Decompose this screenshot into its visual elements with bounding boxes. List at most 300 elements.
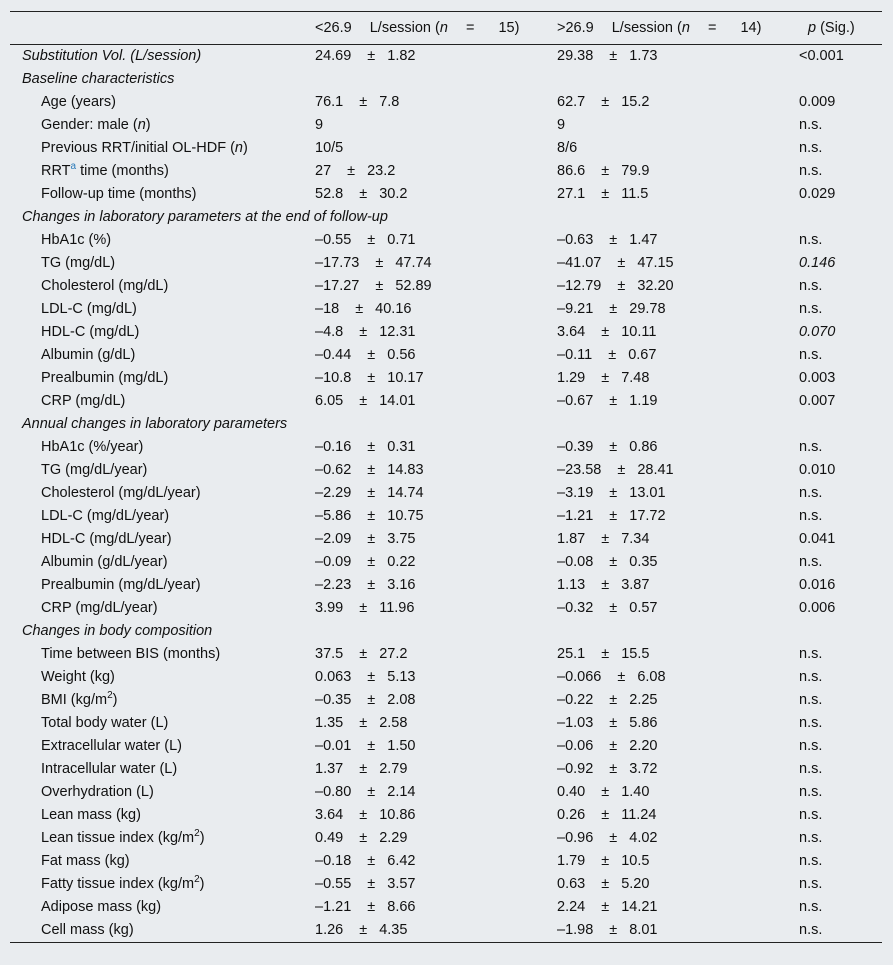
row-label [10, 551, 168, 574]
p-value: n.s. [799, 347, 823, 363]
sd-value: 1.19 [629, 393, 658, 409]
mean-value: –0.066 [557, 669, 602, 685]
mean-value: 52.8 [315, 186, 344, 202]
sd-value: 32.20 [637, 278, 674, 294]
mean-value: –9.21 [557, 301, 594, 317]
mean-value: –0.67 [557, 393, 594, 409]
row-label [10, 91, 116, 114]
plus-minus-sign: ± [359, 761, 368, 777]
row-label [10, 896, 161, 919]
p-value: n.s. [799, 278, 823, 294]
plus-minus-sign: ± [359, 807, 368, 823]
group-1-cell [315, 804, 416, 827]
group-1-cell [315, 735, 416, 758]
sd-value: 8.01 [629, 922, 658, 938]
table-row [10, 689, 882, 712]
row-label [10, 597, 158, 620]
table-row [10, 551, 882, 574]
row-label [10, 689, 117, 712]
p-value: 0.010 [799, 462, 836, 478]
sd-value: 2.14 [387, 784, 416, 800]
row-label [10, 436, 143, 459]
mean-value: –23.58 [557, 462, 602, 478]
row-label [10, 827, 205, 850]
sd-value: 15.2 [621, 94, 650, 110]
row-label [10, 229, 111, 252]
table-header [10, 12, 882, 45]
row-label [10, 758, 177, 781]
mean-value: –0.18 [315, 853, 352, 869]
plus-minus-sign: ± [375, 255, 384, 271]
sd-value: 0.67 [628, 347, 657, 363]
table-row [10, 114, 882, 137]
group-1-cell [315, 298, 411, 321]
row-label [10, 114, 151, 137]
row-label-text: Cell mass (kg) [41, 922, 134, 938]
mean-value: 25.1 [557, 646, 586, 662]
plus-minus-sign: ± [367, 347, 376, 363]
sd-value: 11.24 [621, 807, 657, 823]
group-2-cell [557, 367, 649, 390]
row-label-text: LDL-C (mg/dL/year) [41, 508, 170, 524]
row-label [10, 620, 212, 643]
plus-minus-sign: ± [367, 462, 376, 478]
mean-value: –1.03 [557, 715, 594, 731]
table-row [10, 344, 882, 367]
mean-value: –2.09 [315, 531, 352, 547]
row-label-text: Fat mass (kg) [41, 853, 130, 869]
table-row [10, 91, 882, 114]
superscript: 2 [107, 690, 113, 702]
mean-value: –0.92 [557, 761, 594, 777]
row-label [10, 367, 168, 390]
header-p [808, 12, 855, 44]
sd-value: 1.40 [621, 784, 650, 800]
plus-minus-sign: ± [359, 186, 368, 202]
count-value: 8/6 [557, 140, 578, 156]
group-2-cell [557, 390, 658, 413]
p-value: n.s. [799, 853, 823, 869]
group-1-cell [315, 229, 416, 252]
row-label-end: ) [199, 830, 205, 846]
group-2-cell [557, 712, 658, 735]
mean-value: 3.99 [315, 600, 344, 616]
group-1-cell [315, 321, 416, 344]
mean-value: –10.8 [315, 370, 352, 386]
group-1-cell [315, 367, 424, 390]
p-value: n.s. [799, 899, 823, 915]
mean-value: –4.8 [315, 324, 344, 340]
group-2-cell [557, 505, 666, 528]
mean-value: –0.09 [315, 554, 352, 570]
p-value: n.s. [799, 738, 823, 754]
row-label-text: Previous RRT/initial OL-HDF ( [41, 140, 235, 156]
sd-value: 15.5 [621, 646, 650, 662]
plus-minus-sign: ± [359, 393, 368, 409]
group-2-cell [557, 597, 658, 620]
group-1-eq: = [465, 20, 475, 36]
mean-value: 1.79 [557, 853, 586, 869]
sd-value: 14.74 [387, 485, 424, 501]
p-value: n.s. [799, 232, 823, 248]
plus-minus-sign: ± [375, 278, 384, 294]
group-1-cell [315, 551, 416, 574]
plus-minus-sign: ± [367, 738, 376, 754]
table-row [10, 298, 882, 321]
group-2-cell [557, 919, 658, 942]
plus-minus-sign: ± [367, 669, 376, 685]
group-2-cell [557, 574, 649, 597]
group-2-cell [557, 643, 649, 666]
sd-value: 1.50 [387, 738, 416, 754]
mean-value: 0.49 [315, 830, 344, 846]
sd-value: 14.21 [621, 899, 658, 915]
row-label [10, 298, 137, 321]
row-label-text: Adipose mass (kg) [41, 899, 162, 915]
plus-minus-sign: ± [609, 830, 618, 846]
plus-minus-sign: ± [601, 853, 610, 869]
plus-minus-sign: ± [367, 439, 376, 455]
plus-minus-sign: ± [355, 301, 364, 317]
row-label [10, 643, 220, 666]
group-1-unit: L/session ( [369, 20, 440, 36]
row-label [10, 45, 201, 68]
mean-value: 27.1 [557, 186, 586, 202]
mean-value: –0.55 [315, 876, 352, 892]
plus-minus-sign: ± [367, 876, 376, 892]
p-value: n.s. [799, 761, 823, 777]
group-1-cell [315, 505, 424, 528]
group-1-cell [315, 344, 416, 367]
table-row [10, 574, 882, 597]
plus-minus-sign: ± [601, 163, 610, 179]
plus-minus-sign: ± [359, 600, 368, 616]
p-value: n.s. [799, 140, 823, 156]
table-row [10, 459, 882, 482]
plus-minus-sign: ± [367, 531, 376, 547]
group-2-eq: = [707, 20, 717, 36]
mean-value: –0.63 [557, 232, 594, 248]
table-row [10, 505, 882, 528]
plus-minus-sign: ± [601, 899, 610, 915]
group-1-cell [315, 390, 416, 413]
plus-minus-sign: ± [609, 485, 618, 501]
mean-value: –18 [315, 301, 340, 317]
group-1-cell [315, 528, 416, 551]
plus-minus-sign: ± [601, 186, 610, 202]
group-1-cell [315, 114, 323, 137]
row-label-text: Gender: male ( [41, 117, 138, 133]
plus-minus-sign: ± [601, 807, 610, 823]
plus-minus-sign: ± [617, 669, 626, 685]
row-label-end: ) [243, 140, 248, 156]
sd-value: 5.13 [387, 669, 416, 685]
plus-minus-sign: ± [609, 922, 618, 938]
sd-value: 11.96 [379, 600, 415, 616]
section-heading-row [10, 620, 882, 643]
row-label [10, 781, 154, 804]
sd-value: 0.22 [387, 554, 416, 570]
mean-value: –0.16 [315, 439, 352, 455]
mean-value: –12.79 [557, 278, 602, 294]
plus-minus-sign: ± [609, 508, 618, 524]
row-label-end: time (months) [76, 163, 169, 179]
group-2-cell [557, 183, 648, 206]
row-label [10, 275, 168, 298]
row-label-text: Lean mass (kg) [41, 807, 141, 823]
sd-value: 5.20 [621, 876, 650, 892]
sd-value: 2.25 [629, 692, 658, 708]
table-row [10, 919, 882, 942]
sd-value: 11.5 [621, 186, 649, 202]
plus-minus-sign: ± [367, 899, 376, 915]
group-2-cell [557, 804, 656, 827]
group-1-cell [315, 781, 416, 804]
sd-value: 7.48 [621, 370, 650, 386]
sd-value: 52.89 [395, 278, 432, 294]
row-label-text: HDL-C (mg/dL) [41, 324, 140, 340]
mean-value: –2.23 [315, 577, 352, 593]
table-row [10, 137, 882, 160]
p-label: p [808, 20, 817, 36]
row-label [10, 413, 287, 436]
p-value: 0.041 [799, 531, 836, 547]
group-1-cell [315, 574, 416, 597]
group-1-cell [315, 45, 416, 68]
table-row [10, 436, 882, 459]
table-row [10, 390, 882, 413]
plus-minus-sign: ± [617, 462, 626, 478]
p-value: <0.001 [799, 48, 844, 64]
group-1-cell [315, 758, 407, 781]
plus-minus-sign: ± [367, 508, 376, 524]
group-2-cell [557, 850, 649, 873]
row-label-text: Age (years) [41, 94, 116, 110]
p-value: n.s. [799, 554, 823, 570]
group-1-op: <26.9 [315, 20, 352, 36]
row-label-text: Albumin (g/dL) [41, 347, 136, 363]
row-label-text: Total body water (L) [41, 715, 169, 731]
sd-value: 47.74 [395, 255, 432, 271]
plus-minus-sign: ± [609, 761, 618, 777]
row-label-text: Overhydration (L) [41, 784, 154, 800]
group-2-cell [557, 459, 674, 482]
p-value: n.s. [799, 301, 823, 317]
row-label [10, 850, 130, 873]
mean-value: –17.27 [315, 278, 360, 294]
group-1-cell [315, 436, 416, 459]
group-1-cell [315, 873, 416, 896]
sd-value: 0.56 [387, 347, 416, 363]
p-value: n.s. [799, 922, 823, 938]
p-value: n.s. [799, 117, 823, 133]
sd-value: 2.08 [387, 692, 416, 708]
mean-value: –17.73 [315, 255, 360, 271]
plus-minus-sign: ± [609, 48, 618, 64]
table-row [10, 666, 882, 689]
p-value: n.s. [799, 830, 823, 846]
sd-value: 27.2 [379, 646, 408, 662]
p-value: n.s. [799, 692, 823, 708]
row-label-end: ) [145, 117, 151, 133]
results-table [10, 11, 882, 943]
group-1-cell [315, 643, 407, 666]
row-label-text: Albumin (g/dL/year) [41, 554, 168, 570]
row-label-text: Lean tissue index (kg/m [41, 830, 195, 846]
plus-minus-sign: ± [367, 485, 376, 501]
group-1-cell [315, 183, 407, 206]
table-row [10, 482, 882, 505]
row-label-text: Time between BIS (months) [41, 646, 221, 662]
plus-minus-sign: ± [608, 347, 617, 363]
sd-value: 29.78 [629, 301, 666, 317]
group-1-cell [315, 689, 416, 712]
group-2-cell [557, 91, 649, 114]
mean-value: –0.44 [315, 347, 352, 363]
plus-minus-sign: ± [359, 646, 368, 662]
table-row [10, 827, 882, 850]
row-label [10, 482, 201, 505]
row-label-text: Prealbumin (mg/dL/year) [41, 577, 201, 593]
row-label-italic: n [234, 140, 243, 156]
p-value: 0.009 [799, 94, 836, 110]
group-1-cell [315, 160, 395, 183]
plus-minus-sign: ± [367, 784, 376, 800]
row-label-text: Baseline characteristics [22, 71, 175, 87]
row-label-text: Prealbumin (mg/dL) [41, 370, 169, 386]
row-label [10, 160, 169, 183]
sd-value: 10.86 [379, 807, 416, 823]
section-heading-row [10, 68, 882, 91]
plus-minus-sign: ± [359, 830, 368, 846]
p-value: 0.070 [799, 324, 836, 340]
table-row [10, 643, 882, 666]
row-label-text: Follow-up time (months) [41, 186, 197, 202]
mean-value: 29.38 [557, 48, 594, 64]
sd-value: 3.75 [387, 531, 416, 547]
row-label [10, 252, 115, 275]
group-2-cell [557, 482, 666, 505]
plus-minus-sign: ± [367, 554, 376, 570]
plus-minus-sign: ± [601, 784, 610, 800]
row-label [10, 804, 141, 827]
mean-value: 1.35 [315, 715, 344, 731]
mean-value: 1.29 [557, 370, 586, 386]
sd-value: 1.82 [387, 48, 416, 64]
row-label-text: CRP (mg/dL/year) [41, 600, 158, 616]
row-label-text: Cholesterol (mg/dL/year) [41, 485, 201, 501]
sd-value: 0.35 [629, 554, 658, 570]
group-2-cell [557, 252, 674, 275]
section-heading-row [10, 206, 882, 229]
row-label-text: Changes in body composition [22, 623, 213, 639]
mean-value: 1.87 [557, 531, 586, 547]
sd-value: 4.35 [379, 922, 408, 938]
group-1-cell [315, 482, 424, 505]
mean-value: –0.96 [557, 830, 594, 846]
plus-minus-sign: ± [601, 324, 610, 340]
row-label-text: Weight (kg) [41, 669, 115, 685]
sd-value: 6.42 [387, 853, 416, 869]
table-row [10, 804, 882, 827]
row-label-text: HbA1c (%) [41, 232, 112, 248]
mean-value: –41.07 [557, 255, 602, 271]
mean-value: –0.01 [315, 738, 352, 754]
table-row [10, 183, 882, 206]
sd-value: 30.2 [379, 186, 408, 202]
row-label [10, 344, 135, 367]
group-2-cell [557, 298, 666, 321]
p-suffix: (Sig.) [816, 20, 855, 36]
row-label-text: CRP (mg/dL) [41, 393, 126, 409]
table-row [10, 597, 882, 620]
row-label [10, 390, 125, 413]
group-1-cell [315, 275, 432, 298]
plus-minus-sign: ± [359, 715, 368, 731]
p-value: 0.006 [799, 600, 836, 616]
row-label-end: ) [112, 692, 118, 708]
row-label [10, 666, 115, 689]
group-2-cell [557, 735, 658, 758]
sd-value: 10.17 [387, 370, 424, 386]
sd-value: 0.86 [629, 439, 658, 455]
group-2-cell [557, 528, 649, 551]
sd-value: 0.31 [387, 439, 416, 455]
plus-minus-sign: ± [367, 370, 376, 386]
group-1-cell [315, 919, 407, 942]
row-label-text: BMI (kg/m [41, 692, 108, 708]
p-value: 0.146 [799, 255, 836, 271]
footnote-marker: a [70, 161, 77, 173]
sd-value: 3.87 [621, 577, 650, 593]
group-2-cell [557, 321, 656, 344]
plus-minus-sign: ± [609, 232, 618, 248]
plus-minus-sign: ± [367, 853, 376, 869]
row-label [10, 528, 172, 551]
row-label [10, 873, 205, 896]
mean-value: 6.05 [315, 393, 344, 409]
plus-minus-sign: ± [601, 370, 610, 386]
p-value: n.s. [799, 715, 823, 731]
group-2-cell [557, 436, 658, 459]
mean-value: 76.1 [315, 94, 344, 110]
p-value: n.s. [799, 784, 823, 800]
sd-value: 7.34 [621, 531, 650, 547]
row-label-text: HbA1c (%/year) [41, 439, 144, 455]
table-row [10, 850, 882, 873]
mean-value: –0.39 [557, 439, 594, 455]
table-row [10, 712, 882, 735]
group-1-cell [315, 459, 424, 482]
group-2-cell [557, 551, 658, 574]
group-1-cell [315, 666, 416, 689]
p-value: n.s. [799, 669, 823, 685]
sd-value: 28.41 [637, 462, 674, 478]
mean-value: 3.64 [315, 807, 344, 823]
group-2-cell [557, 689, 658, 712]
row-label [10, 321, 139, 344]
plus-minus-sign: ± [359, 324, 368, 340]
plus-minus-sign: ± [609, 554, 618, 570]
row-label [10, 574, 201, 597]
group-2-cell [557, 873, 649, 896]
sd-value: 7.8 [379, 94, 400, 110]
group-2-cell [557, 45, 658, 68]
p-value: n.s. [799, 163, 823, 179]
group-2-cell [557, 344, 656, 367]
p-value: n.s. [799, 439, 823, 455]
plus-minus-sign: ± [609, 738, 618, 754]
